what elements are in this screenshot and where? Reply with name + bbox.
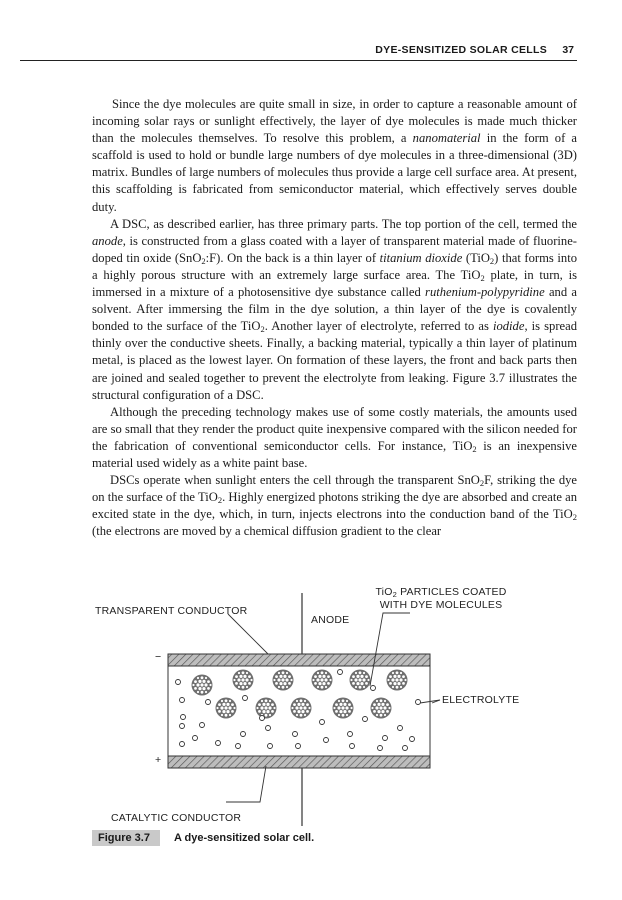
header-rule <box>20 60 577 61</box>
plus-sign: + <box>155 754 162 766</box>
catalytic-conductor-label: CATALYTIC CONDUCTOR <box>111 812 242 824</box>
paragraph-1: Since the dye molecules are quite small in size, in order to capture a reasonable amount of incoming solar rays or sunlight effectively, the layer of dye molecules is made much thicker than the molecules themselves. To resolve this problem, a nanomaterial in the form of a scaffold is used to hold or bundle large numbers of dye molecules in a three-dimensional (3D) matrix. Bundles of large numbers of molecules thus provide a large cell surface area. At present, this scaffolding is fabricated from semiconductor material, which effectively serves double duty. <box>92 97 577 214</box>
transparent-conductor-label: TRANSPARENT CONDUCTOR <box>95 605 248 617</box>
running-title: DYE-SENSITIZED SOLAR CELLS <box>375 44 547 56</box>
figure-caption <box>92 830 314 846</box>
catalytic-conductor-layer <box>168 756 430 768</box>
tio2-particles-text: TiO$_2$ PARTICLES COATED WITH DYE MOLECULES <box>375 586 507 611</box>
anode-label: ANODE <box>311 614 350 626</box>
caption-label: Figure 3.7 <box>92 830 160 846</box>
transparent-conductor-layer <box>168 654 430 666</box>
paragraph-4: DSCs operate when sunlight enters the cell through the transparent SnO$_2$F, striking the dye on the surface of the TiO$_2$. Highly energized photons striking the dye are absorbed and create an excited state in the dye, which, in turn, injects electrons into the conduction band of the TiO$_2$ (the electrons are moved by a chemical diffusion gradient to the clear <box>92 473 578 539</box>
caption-text: A dye-sensitized solar cell. <box>173 832 315 844</box>
running-header <box>92 44 577 62</box>
page-number: 37 <box>562 44 574 56</box>
tio2-particles-label <box>371 586 511 612</box>
paragraph-3: Although the preceding technology makes use of some costly materials, the amounts used are so small that they render the product quite inexpensive compared with the silicon needed for the fabrication of conventional semiconductor cells. For instance, TiO$_2$ is an inexpensive material used widely as a white paint base. <box>92 404 578 470</box>
body-text <box>92 96 577 540</box>
electrolyte-label: ELECTROLYTE <box>442 694 520 706</box>
minus-sign: − <box>155 651 162 663</box>
paragraph-2: A DSC, as described earlier, has three primary parts. The top portion of the cell, termed the anode, is constructed from a glass coated with a layer of transparent material made of fluorine-doped tin oxide (SnO$_2$:F). On the back is a thin layer of titanium dioxide (TiO$_2$) that forms into a highly porous structure with an extremely large surface area. The TiO$_2$ plate, in turn, is immersed in a mixture of a photosensitive dye substance called ruthenium-polypyridine and a solvent. After immersing the film in the dye solution, a thin layer of the dye is covalently bonded to the surface of the TiO$_2$. Another layer of electrolyte, referred to as iodide, is spread thinly over the conductive sheets. Finally, a backing material, typically a thin layer of platinum metal, is placed as the lowest layer. On formation of these layers, the front and back parts then are joined and sealed together to prevent the electrolyte from leaking. Figure 3.7 illustrates the structural configuration of a DSC. <box>92 216 577 402</box>
